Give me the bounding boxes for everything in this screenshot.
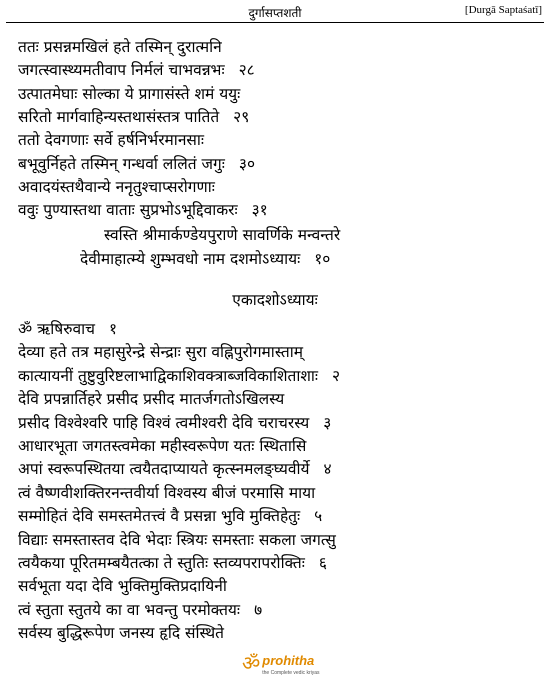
verse-line — [18, 505, 322, 527]
publisher-logo — [0, 650, 550, 678]
page-header-title: दुर्गासप्तशती — [248, 6, 302, 20]
verse-line-text: आधारभूता जगतस्त्वमेका महीस्वरूपेण यतः स्थितासि — [18, 437, 307, 455]
verse-line-text: जगत्स्वास्थ्यमतीवाप निर्मलं चाभवन्नभः — [18, 61, 225, 80]
verse-number: ५ — [314, 507, 323, 526]
verse-line-text: ततः प्रसन्नमखिलं हते तस्मिन् दुरात्मनि — [18, 38, 222, 56]
verse-line — [18, 176, 215, 198]
logo-brand-name: prohitha — [262, 653, 315, 668]
verse-line-text: सरितो मार्गवाहिन्यस्तथासंस्तत्र पातिते — [18, 107, 220, 126]
verse-line-text: ॐ ऋषिरुवाच — [18, 320, 96, 338]
verse-line-text: स्वस्ति श्रीमार्कण्डेयपुराणे सावर्णिके मन्वन्तरे — [104, 226, 341, 245]
verse-line — [18, 341, 303, 363]
chapter-title: एकादशोऽध्यायः — [232, 291, 318, 309]
verse-line-text: कात्यायनीं तुष्टुवुरिष्टलाभाद्विकाशिवक्त्राब्जविकाशिताशाः — [18, 366, 319, 385]
verse-line — [18, 412, 331, 434]
verse-number: ३० — [238, 154, 256, 173]
verse-line-text: सम्मोहितं देवि समस्तमेतत्त्वं वै प्रसन्ना भुवि मुक्तिहेतुः — [18, 507, 301, 526]
verse-line — [18, 83, 240, 105]
om-icon: ॐ — [242, 651, 261, 675]
verse-number: ४ — [323, 460, 332, 479]
verse-number: २ — [332, 366, 341, 385]
verse-number: २८ — [238, 61, 255, 80]
verse-number: १० — [314, 249, 331, 268]
verse-line-text: बभूवुर्निहते तस्मिन् गन्धर्वा ललितं जगुः — [18, 154, 225, 173]
header-rule — [6, 22, 544, 23]
verse-line — [18, 552, 327, 574]
verse-line — [18, 575, 227, 597]
verse-line — [18, 318, 117, 340]
verse-line — [18, 529, 336, 551]
verse-line-text: सर्वस्य बुद्धिरूपेण जनस्य हृदि संस्थिते — [18, 624, 224, 643]
verse-line — [18, 435, 306, 457]
verse-line-text: देवि प्रपन्नार्तिहरे प्रसीद प्रसीद मातर्जगतोऽखिलस्य — [18, 390, 285, 409]
verse-line-text: उत्पातमेघाः सोल्का ये प्रागासंस्ते शमं ययुः — [18, 84, 241, 103]
verse-line — [18, 153, 255, 175]
verse-line — [18, 388, 284, 410]
verse-line-text: ववुः पुण्यास्तथा वाताः सुप्रभोऽभूद्दिवाकरः — [18, 201, 238, 220]
verse-line — [18, 458, 332, 480]
verse-line — [18, 106, 249, 128]
verse-number: २९ — [233, 107, 250, 126]
verse-line-text: ततो देवगणाः सर्वे हर्षनिर्भरमानसाः — [18, 131, 205, 150]
verse-line — [18, 622, 224, 644]
verse-line-text: त्वं वैष्णवीशक्तिरनन्तवीर्या विश्वस्य बीजं परमासि माया — [18, 483, 316, 502]
verse-line-text: देवीमाहात्म्ये शुम्भवधो नाम दशमोऽध्यायः — [80, 249, 301, 268]
verse-line — [18, 36, 222, 58]
verse-line — [80, 248, 330, 270]
verse-line-text: प्रसीद विश्वेश्वरि पाहि विश्वं त्वमीश्वरी देवि चराचरस्य — [18, 413, 310, 432]
verse-number: १ — [109, 320, 118, 338]
verse-line — [18, 59, 255, 81]
verse-line-text: अवादयंस्तथैवान्ये ननृतुश्चाप्सरोगणाः — [18, 177, 215, 196]
verse-line-text: अपां स्वरूपस्थितया त्वयैतदाप्यायते कृत्स्नमलङ्घ्यवीर्ये — [18, 460, 310, 479]
verse-number: ३१ — [251, 201, 268, 220]
verse-number: ७ — [254, 600, 263, 619]
verse-line-text: देव्या हते तत्र महासुरेन्द्रे सेन्द्राः सुरा वह्निपुरोगमास्ताम् — [18, 343, 303, 362]
logo-tagline: the Complete vedic kriyas — [262, 670, 320, 676]
verse-number: ३ — [323, 413, 332, 432]
page-header-english-title: [Durgā Saptaśatī] — [464, 4, 542, 16]
verse-line-text: विद्याः समस्तास्तव देवि भेदाः स्त्रियः समस्ताः सकला जगत्सु — [18, 530, 336, 549]
verse-line — [18, 365, 340, 387]
verse-line-text: त्वं स्तुता स्तुतये का वा भवन्तु परमोक्तयः — [18, 600, 241, 619]
verse-line — [18, 129, 204, 151]
verse-line — [18, 599, 262, 621]
verse-line — [18, 482, 315, 504]
verse-line-text: त्वयैकया पूरितमम्बयैतत्का ते स्तुतिः स्तव्यपरापरोक्तिः — [18, 554, 305, 572]
verse-number: ६ — [318, 554, 327, 572]
verse-line — [18, 199, 268, 221]
verse-line-text: सर्वभूता यदा देवि भुक्तिमुक्तिप्रदायिनी — [18, 577, 227, 596]
verse-line — [104, 224, 340, 246]
